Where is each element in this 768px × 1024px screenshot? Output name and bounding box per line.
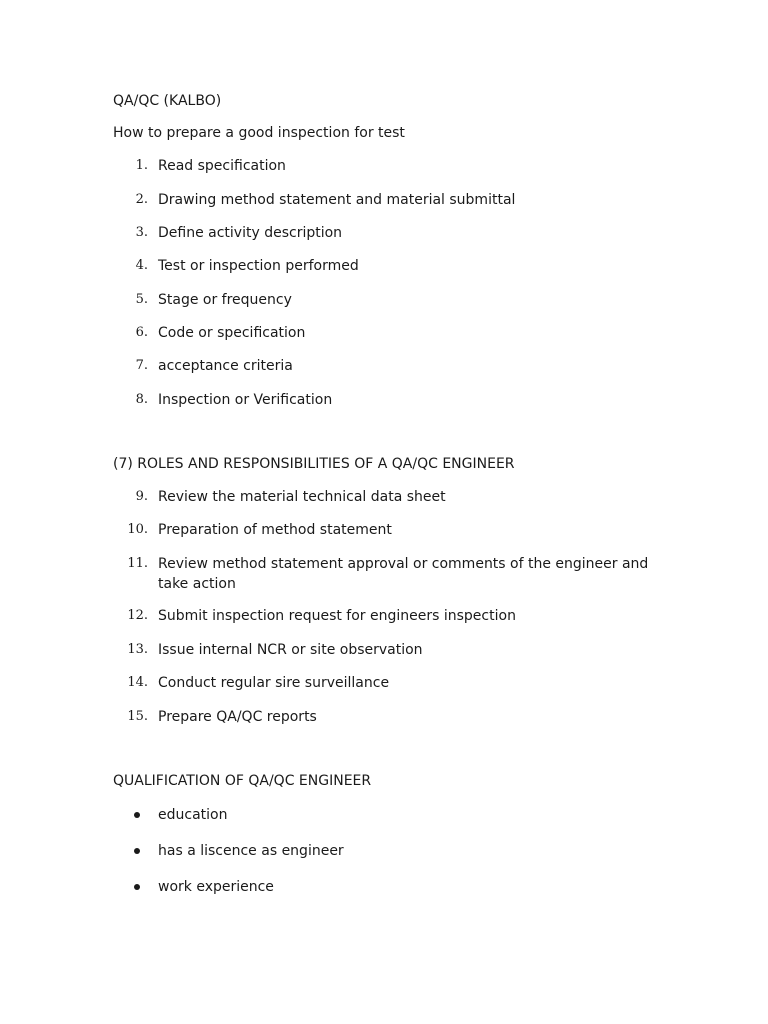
intro-text: How to prepare a good inspection for test [113,125,405,141]
list-text: Conduct regular sire surveillance [158,675,390,691]
list-text: Inspection or Verification [158,392,333,408]
list-text: Code or specification [158,325,306,341]
list-number: 15. [127,709,148,724]
list-text: Review the material technical data sheet [158,489,446,505]
list-number: 13. [127,642,148,657]
list-text: acceptance criteria [158,358,293,374]
list-number: 8. [135,392,148,407]
list-number: 5. [135,292,148,307]
list-number: 6. [135,325,148,340]
list-number: 3. [135,225,148,240]
bullet-icon [134,884,140,890]
list-text: Preparation of method statement [158,522,392,538]
bullet-icon [134,848,140,854]
bullet-text: has a liscence as engineer [158,843,344,859]
list-number: 2. [135,192,148,207]
list-text: Stage or frequency [158,292,292,308]
bullet-icon [134,812,140,818]
bullet-text: education [158,807,228,823]
list-number: 14. [127,675,148,690]
list-number: 7. [135,358,148,373]
list-text: Submit inspection request for engineers inspection [158,608,516,624]
section-title-roles: (7) ROLES AND RESPONSIBILITIES OF A QA/QC ENGINEER [113,456,515,472]
list-text: Drawing method statement and material submittal [158,192,516,208]
document-heading: QA/QC (KALBO) [113,93,222,109]
section-title-qualification: QUALIFICATION OF QA/QC ENGINEER [113,773,372,789]
list-number: 12. [127,608,148,623]
bullet-text: work experience [158,879,274,895]
list-number: 10. [127,522,148,537]
list-number: 9. [135,489,148,504]
list-text: Prepare QA/QC reports [158,709,317,725]
list-number: 11. [127,556,148,571]
list-text: Test or inspection performed [158,258,359,274]
list-number: 1. [135,158,148,173]
list-text: Issue internal NCR or site observation [158,642,423,658]
list-text: Review method statement approval or comments of the engineer and take action [158,556,649,592]
list-text: Read specification [158,158,286,174]
list-number: 4. [135,258,148,273]
list-text: Define activity description [158,225,343,241]
